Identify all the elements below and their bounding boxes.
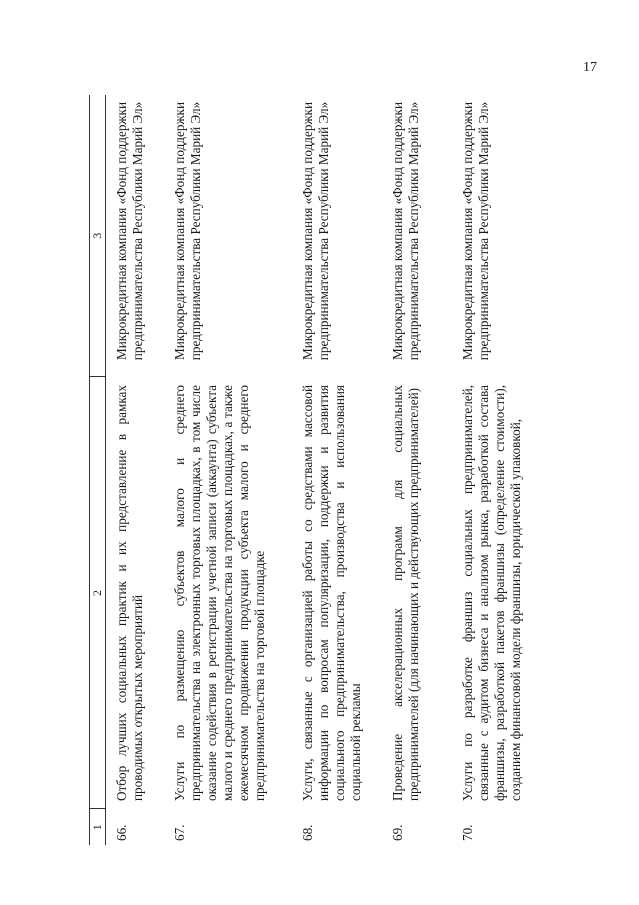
- table-row: [164, 95, 292, 845]
- service-description: Услуги, связанные с организацией работы со средствами массовой информации по вопросам популяризации, поддержки и развития социального предпринимательства, производства и использования социальной рекламы: [299, 385, 363, 801]
- table-row: [105, 95, 164, 845]
- services-table: [89, 95, 534, 845]
- header-col-3: 3: [90, 95, 106, 377]
- organization-name: Микрокредитная компания «Фонд поддержки предпринимательства Республики Марий Эл»: [171, 101, 203, 361]
- organization-name: Микрокредитная компания «Фонд поддержки предпринимательства Республики Марий Эл»: [389, 101, 421, 361]
- service-description: Отбор лучших социальных практик и их представление в рамках проводимых открытых мероприятий: [113, 385, 145, 801]
- rotated-table-wrapper: [89, 95, 559, 845]
- organization-name: Микрокредитная компания «Фонд поддержки предпринимательства Республики Марий Эл»: [299, 101, 331, 361]
- service-description: Проведение акселерационных программ для социальных предпринимателей (для начинающих и действующих предпринимателей): [389, 385, 421, 801]
- row-number: 69.: [389, 824, 405, 841]
- row-number: 66.: [113, 824, 129, 841]
- row-number: 68.: [299, 824, 315, 841]
- organization-name: Микрокредитная компания «Фонд поддержки предпринимательства Республики Марий Эл»: [113, 101, 145, 361]
- page-number: 17: [583, 60, 597, 75]
- row-number: 67.: [171, 824, 187, 841]
- table-row: [452, 95, 534, 845]
- table-row: [292, 95, 382, 845]
- row-number: 70.: [459, 824, 475, 841]
- table-row: [382, 95, 452, 845]
- organization-name: Микрокредитная компания «Фонд поддержки предпринимательства Республики Марий Эл»: [459, 101, 491, 361]
- table-header-row: [90, 95, 106, 845]
- header-col-2: 2: [90, 377, 106, 809]
- service-description: Услуги по разработке франшиз социальных предпринимателей, связанные с аудитом бизнеса и анализом рынка, разработкой состава франшизы, разработкой пакетов франшизы (определение стоимости), созданием финансовой модели франшизы, юридической упаковкой,: [459, 385, 523, 801]
- service-description: Услуги по размещению субъектов малого и среднего предпринимательства на электронных торговых площадках, в том числе оказание содействия в регистрации учетной записи (аккаунта) субъекта малого и среднего предпринимательства на торговых площадках, а также ежемесячном продвижении продукции субъекта малого и среднего предпринимательства на торговой площадке: [171, 385, 268, 801]
- header-col-1: 1: [90, 809, 106, 845]
